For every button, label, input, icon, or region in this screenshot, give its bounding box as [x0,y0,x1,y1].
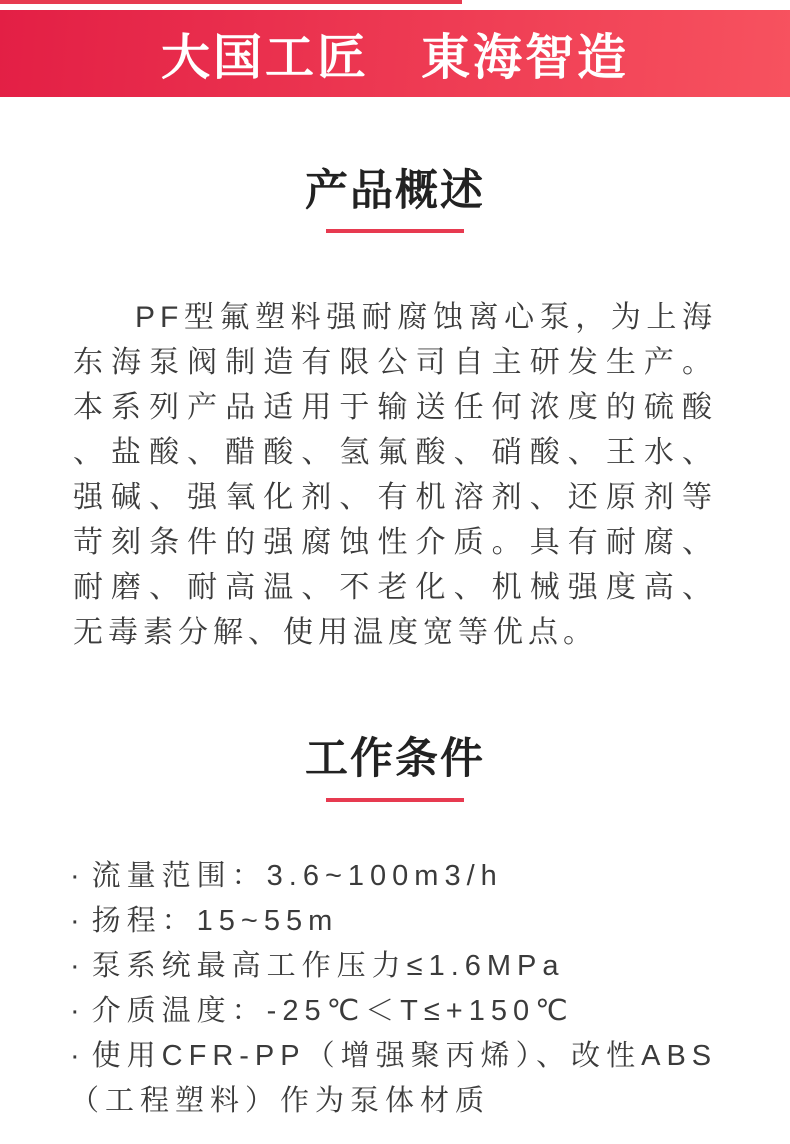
bullet-marker: · [70,859,86,892]
paragraph-line: 苛刻条件的强腐蚀性介质。具有耐腐、 [73,526,717,560]
product-overview-section [0,97,790,655]
top-edge-decoration [0,0,462,4]
condition-item-medium-temperature [70,989,720,1034]
brand-banner [0,10,790,97]
condition-item-body-material [70,1034,720,1124]
condition-text: 泵系统最高工作压力≤1.6MPa [91,949,565,982]
paragraph-line: 耐磨、耐高温、不老化、机械强度高、 [73,571,717,605]
condition-item-flow-range [70,854,720,899]
condition-text: 扬程：15~55m [91,904,339,937]
bullet-marker: · [70,1039,86,1072]
conditions-list [70,854,720,1124]
overview-title-underline [326,229,464,233]
bullet-marker: · [70,904,86,937]
paragraph-line: 本系列产品适用于输送任何浓度的硫酸 [73,391,717,425]
paragraph-line: 东海泵阀制造有限公司自主研发生产。 [73,346,717,380]
working-conditions-section [0,655,790,1123]
overview-paragraph [73,295,717,655]
paragraph-line: 、盐酸、醋酸、氢氟酸、硝酸、王水、 [73,436,717,470]
paragraph-line: PF型氟塑料强耐腐蚀离心泵，为上海 [135,301,717,335]
condition-text: 使用CFR-PP（增强聚丙烯）、改性ABS（工程塑料）作为泵体材质 [70,1039,718,1117]
condition-text: 介质温度：-25℃＜T≤+150℃ [91,994,574,1027]
condition-text: 流量范围：3.6~100m3/h [91,859,503,892]
conditions-title-underline [326,798,464,802]
paragraph-line: 强碱、强氧化剂、有机溶剂、还原剂等 [73,481,717,515]
paragraph-line: 无毒素分解、使用温度宽等优点。 [73,616,598,650]
bullet-marker: · [70,949,86,982]
banner-slogan: 大国工匠 東海智造 [160,30,629,85]
bullet-marker: · [70,994,86,1027]
section-title-conditions: 工作条件 [305,735,485,784]
condition-item-max-pressure [70,944,720,989]
section-title-overview: 产品概述 [305,167,485,215]
condition-item-head [70,899,720,944]
